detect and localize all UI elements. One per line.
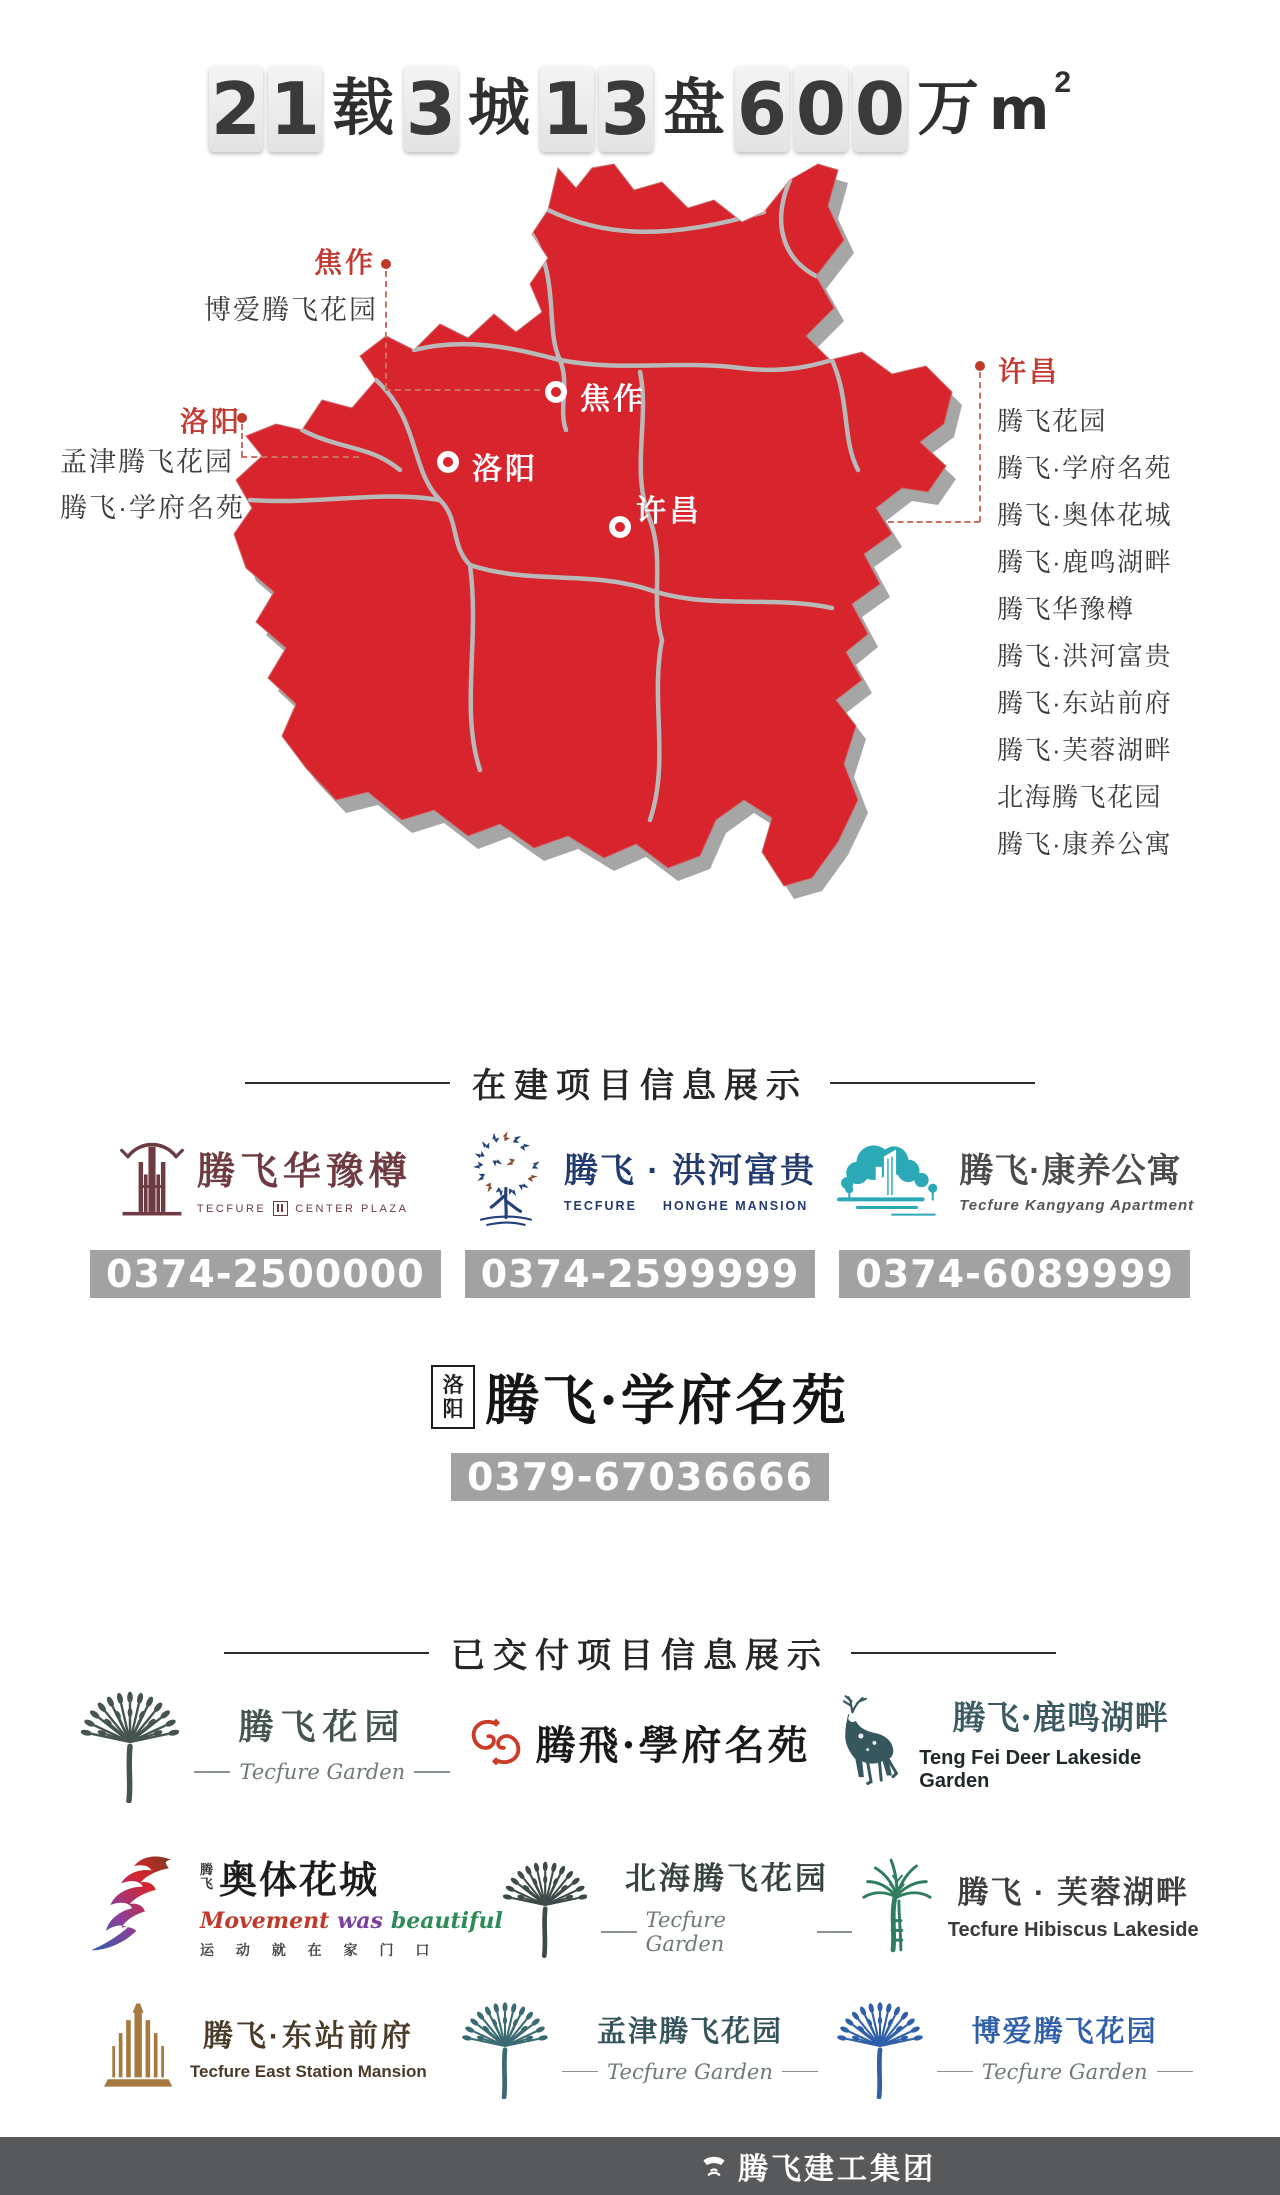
delivered-heading xyxy=(0,1628,1280,1677)
delivered-row-2 xyxy=(78,1822,1202,1987)
project-name: 腾飞·康养公寓 xyxy=(959,1151,1182,1190)
xuchang-project: 腾飞华豫樽 xyxy=(997,594,1135,624)
xuchang-project: 腾飞·奥体花城 xyxy=(997,500,1173,530)
delivered-row-3 xyxy=(78,1982,1202,2110)
title-digit: 1 xyxy=(269,67,320,151)
project-name: 孟津腾飞花园 xyxy=(597,2013,784,2048)
phone-number: 0374-2599999 xyxy=(465,1250,816,1298)
card-tecfure-garden xyxy=(78,1678,453,1806)
colorful-ribbon-icon xyxy=(78,1849,186,1961)
project-subtitle xyxy=(564,1199,816,1213)
center-plaza-building-icon xyxy=(119,1130,185,1226)
xuchang-project: 腾飞·东站前府 xyxy=(997,688,1173,718)
project-subtitle xyxy=(200,1908,503,1934)
title-digit: 0 xyxy=(795,67,846,151)
xuchang-project: 腾飞花园 xyxy=(997,406,1108,436)
xuchang-project: 腾飞·鹿鸣湖畔 xyxy=(997,547,1173,577)
footer-bar xyxy=(0,2137,1280,2195)
title-char: 盘 xyxy=(662,74,725,143)
prefix-bottom: 飞 xyxy=(200,1875,214,1891)
project-name: 腾飞华豫樽 xyxy=(196,1148,412,1193)
subtitle-right: HONGHE MANSION xyxy=(662,1199,809,1213)
subtitle-right: CENTER PLAZA xyxy=(295,1202,409,1215)
card-hibiscus-lakeside xyxy=(852,1822,1202,1987)
project-name: 北海腾飞花园 xyxy=(624,1861,829,1897)
fan-tree-icon xyxy=(503,1852,587,1958)
heading-text: 已交付项目信息展示 xyxy=(451,1637,829,1675)
project-name: 奥体花城 xyxy=(219,1860,380,1902)
subtitle-left: TECFURE xyxy=(563,1199,637,1213)
project-name: 腾飛·學府名苑 xyxy=(535,1721,811,1769)
project-name: 腾飞·东站前府 xyxy=(202,2019,414,2053)
project-subtitle: Tecfure Garden xyxy=(194,1760,450,1784)
delivered-row-1 xyxy=(78,1678,1202,1806)
luoyang-project: 孟津腾飞花园 xyxy=(60,447,234,477)
project-name: 腾飞 · 洪河富贵 xyxy=(563,1152,817,1190)
xuchang-project-list xyxy=(997,398,1172,868)
xuchang-map-marker xyxy=(609,516,631,538)
title-digit: 0 xyxy=(854,67,905,151)
under-construction-heading xyxy=(0,1058,1280,1107)
project-subtitle: Tecfure Garden xyxy=(562,2060,818,2084)
subtitle-word: was xyxy=(337,1908,383,1934)
luoyang-map-label: 洛阳 xyxy=(472,453,538,486)
xuchang-project: 腾飞·洪河富贵 xyxy=(997,641,1173,671)
xuchang-connector-h xyxy=(888,521,980,523)
project-name: 腾飞 · 芙蓉湖畔 xyxy=(957,1875,1189,1910)
title-unit: m xyxy=(988,75,1050,143)
project-subtitle: Tecfure East Station Mansion xyxy=(189,2061,427,2081)
subtitle-left: TECFURE xyxy=(196,1202,267,1215)
heading-line xyxy=(224,1652,429,1654)
title-digit: 1 xyxy=(541,67,592,151)
card-aoti-huacheng xyxy=(78,1822,503,1987)
card-boai-garden xyxy=(827,1982,1202,2110)
project-subtitle: Tecfure Hibiscus Lakeside xyxy=(947,1919,1199,1941)
luoyang-map-marker xyxy=(437,451,459,473)
city-tag-bottom: 阳 xyxy=(442,1395,464,1421)
jiaozuo-callout-dot xyxy=(381,259,391,269)
project-name: 博爱腾飞花园 xyxy=(971,2013,1158,2048)
red-scroll-emblem-icon xyxy=(470,1716,522,1768)
card-east-station xyxy=(78,1982,453,2110)
xuchang-map-label: 许昌 xyxy=(636,495,702,528)
project-name: 腾飞花园 xyxy=(238,1707,407,1748)
xuchang-project: 腾飞·康养公寓 xyxy=(997,829,1173,859)
city-tag-top: 洛 xyxy=(442,1371,464,1397)
luoyang-project: 腾飞·学府名苑 xyxy=(60,493,245,523)
title-digit: 6 xyxy=(736,67,787,151)
card-beihai-garden xyxy=(503,1822,853,1987)
heading-line xyxy=(851,1652,1056,1654)
deer-icon xyxy=(827,1690,905,1794)
luoyang-connector-h xyxy=(241,456,359,458)
phone-icon xyxy=(700,2152,728,2180)
xuchang-project: 北海腾飞花园 xyxy=(997,782,1163,812)
luoyang-callout-city: 洛阳 xyxy=(180,406,243,437)
project-name: 腾飞·鹿鸣湖畔 xyxy=(952,1697,1169,1737)
jiaozuo-map-label: 焦作 xyxy=(580,383,646,416)
title-char: 载 xyxy=(331,74,394,143)
project-subtitle: Tecfure Kangyang Apartment xyxy=(959,1196,1195,1214)
jiaozuo-callout-city: 焦作 xyxy=(314,247,377,278)
company-name: 腾飞建工集团 xyxy=(738,2153,936,2186)
heading-line xyxy=(245,1082,450,1084)
project-name: 腾飞·学府名苑 xyxy=(485,1368,849,1432)
jiaozuo-connector-v xyxy=(385,271,387,389)
title-digit: 3 xyxy=(600,67,651,151)
project-tagline: 运 动 就 在 家 门 口 xyxy=(200,1942,439,1958)
xuchang-callout-city: 许昌 xyxy=(998,356,1061,387)
xuchang-project: 腾飞·学府名苑 xyxy=(997,453,1173,483)
brand-prefix xyxy=(200,1863,213,1891)
city-tag xyxy=(431,1365,475,1429)
fan-tree-icon xyxy=(837,1993,923,2099)
project-card-kangyang xyxy=(827,1122,1202,1298)
project-subtitle xyxy=(197,1201,412,1216)
title-superscript: 2 xyxy=(1054,66,1072,99)
card-xuefu-mingyuan xyxy=(453,1678,828,1806)
seal-icon xyxy=(273,1201,288,1216)
fan-tree-icon xyxy=(462,1993,548,2099)
under-construction-row xyxy=(78,1122,1202,1298)
project-subtitle: Tecfure Garden xyxy=(937,2060,1193,2084)
phone-number: 0374-6089999 xyxy=(839,1250,1190,1298)
project-card-honghe xyxy=(453,1122,828,1298)
subtitle-word: beautiful xyxy=(390,1908,503,1934)
heading-line xyxy=(830,1082,1035,1084)
teal-trees-icon xyxy=(835,1138,947,1218)
featured-project xyxy=(0,1358,1280,1501)
green-palm-icon xyxy=(856,1855,934,1955)
jiaozuo-map-marker xyxy=(545,381,567,403)
phone-number: 0379-67036666 xyxy=(451,1453,829,1501)
project-subtitle: Tecfure Garden xyxy=(601,1908,852,1956)
phone-number: 0374-2500000 xyxy=(90,1250,441,1298)
title-digit: 3 xyxy=(405,67,456,151)
heading-text: 在建项目信息展示 xyxy=(472,1067,808,1105)
card-deer-lakeside xyxy=(827,1678,1202,1806)
jiaozuo-project: 博爱腾飞花园 xyxy=(204,295,378,325)
subtitle-word: Movement xyxy=(200,1908,330,1934)
project-subtitle: Teng Fei Deer Lakeside Garden xyxy=(919,1746,1142,1792)
brown-building-icon xyxy=(104,1997,176,2095)
title-char: 城 xyxy=(467,74,530,143)
xuchang-project: 腾飞·芙蓉湖畔 xyxy=(997,735,1173,765)
butterfly-tree-icon xyxy=(464,1128,552,1228)
project-card-huayuzun xyxy=(78,1122,453,1298)
xuchang-callout-dot xyxy=(975,361,985,371)
xuchang-connector-v xyxy=(979,372,981,522)
title-digit: 2 xyxy=(210,67,261,151)
title-char: 万 xyxy=(916,74,979,143)
jiaozuo-connector-h xyxy=(385,389,540,391)
fan-tree-icon xyxy=(80,1681,180,1803)
card-mengjin-garden xyxy=(453,1982,828,2110)
prefix-top: 腾 xyxy=(200,1861,214,1877)
